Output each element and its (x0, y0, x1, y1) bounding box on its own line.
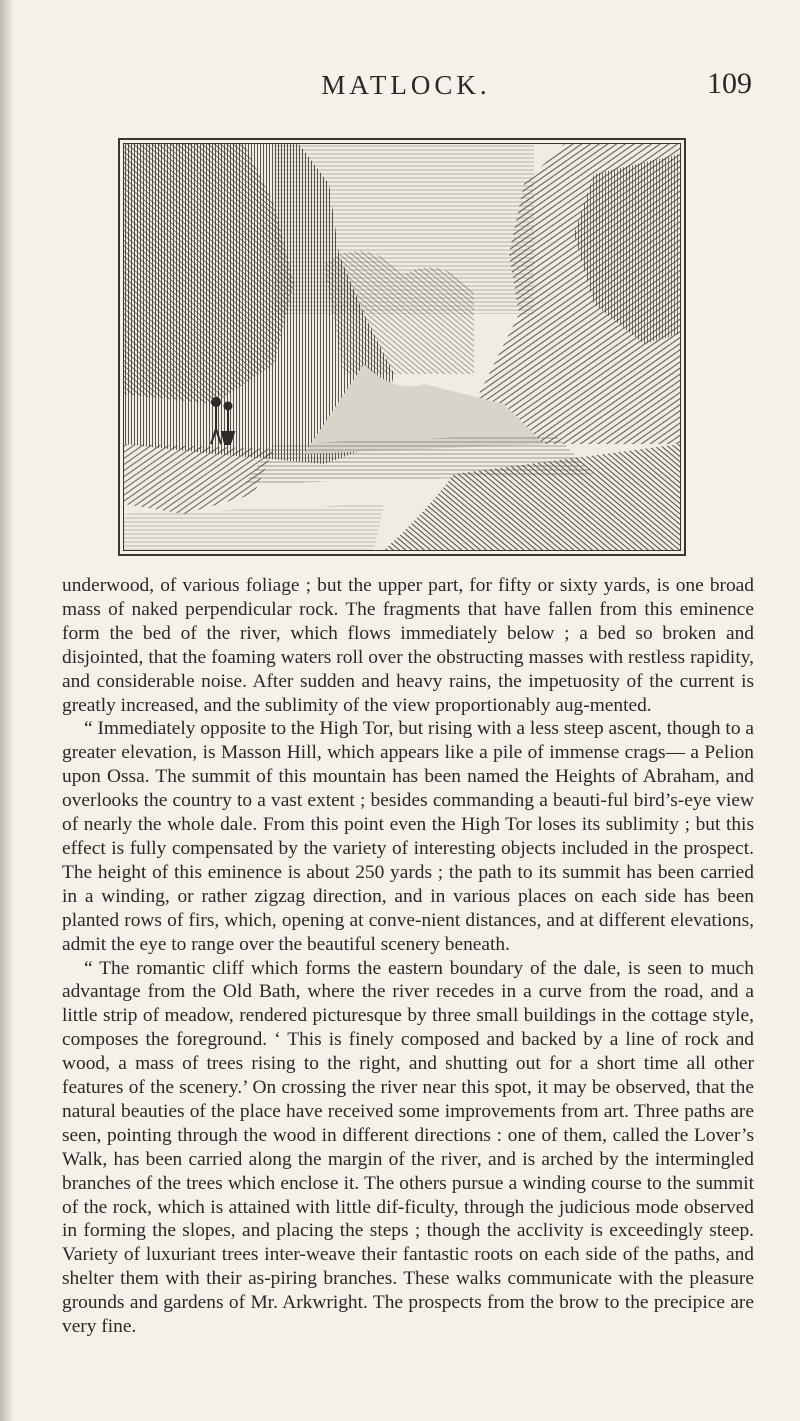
paragraph-1: underwood, of various foliage ; but the upper part, for fifty or sixty yards, is one broad mass of naked perpendicular rock. The fragments that have fallen from this eminence form the bed of the river, which flows immediately below ; a bed so broken and disjointed, that the foaming waters roll over the obstructing masses with restless rapidity, and considerable noise. After sudden and heavy rains, the impetuosity of the current is greatly increased, and the sublimity of the view proportionably aug-mented. (62, 575, 754, 716)
page-gutter-shadow (0, 0, 14, 1421)
engraving-plate (118, 138, 686, 556)
page-number: 109 (707, 67, 752, 100)
page-header (60, 67, 752, 106)
running-title: MATLOCK. (321, 70, 491, 100)
paragraph-3: “ The romantic cliff which forms the eastern boundary of the dale, is seen to much advantage from the Old Bath, where the river recedes in a curve from the road, and a little strip of meadow, rendered picturesque by three small buildings in the cottage style, composes the foreground. ‘ This is finely composed and backed by a line of rock and wood, a mass of trees rising to the right, and shutting out for a short time all other features of the scenery.’ On crossing the river near this spot, it may be observed, that the natural beauties of the place have received some improvements from art. Three paths are seen, pointing through the wood in different directions : one of them, called the Lover’s Walk, has been carried along the margin of the river, and is arched by the intermingled branches of the trees which enclose it. The others pursue a winding course to the summit of the rock, which is attained with little dif-ficulty, through the judicious mode observed in forming the slopes, and placing the steps ; though the acclivity is exceedingly steep. Variety of luxuriant trees inter-weave their fantastic roots on each side of the paths, and shelter them with their as-piring branches. These walks communicate with the pleasure grounds and gardens of Mr. Arkwright. The prospects from the brow to the precipice are very fine. (62, 957, 754, 1338)
paragraph-2: “ Immediately opposite to the High Tor, but rising with a less steep ascent, though to a greater elevation, is Masson Hill, which appears like a pile of immense crags— a Pelion upon Ossa. The summit of this mountain has been named the Heights of Abraham, and overlooks the country to a vast extent ; besides commanding a beauti-ful bird’s-eye view of nearly the whole dale. From this point even the High Tor loses its sublimity ; but this effect is fully compensated by the variety of interesting objects included in the prospect. The height of this eminence is about 250 yards ; the path to its summit has been carried in a winding, or rather zigzag direction, and in various places on each side has been planted rows of firs, which, opening at conve-nient distances, and at different elevations, admit the eye to range over the beautiful scenery beneath. (62, 718, 754, 955)
body-text (62, 574, 754, 1339)
engraving-landscape-icon (124, 144, 680, 550)
